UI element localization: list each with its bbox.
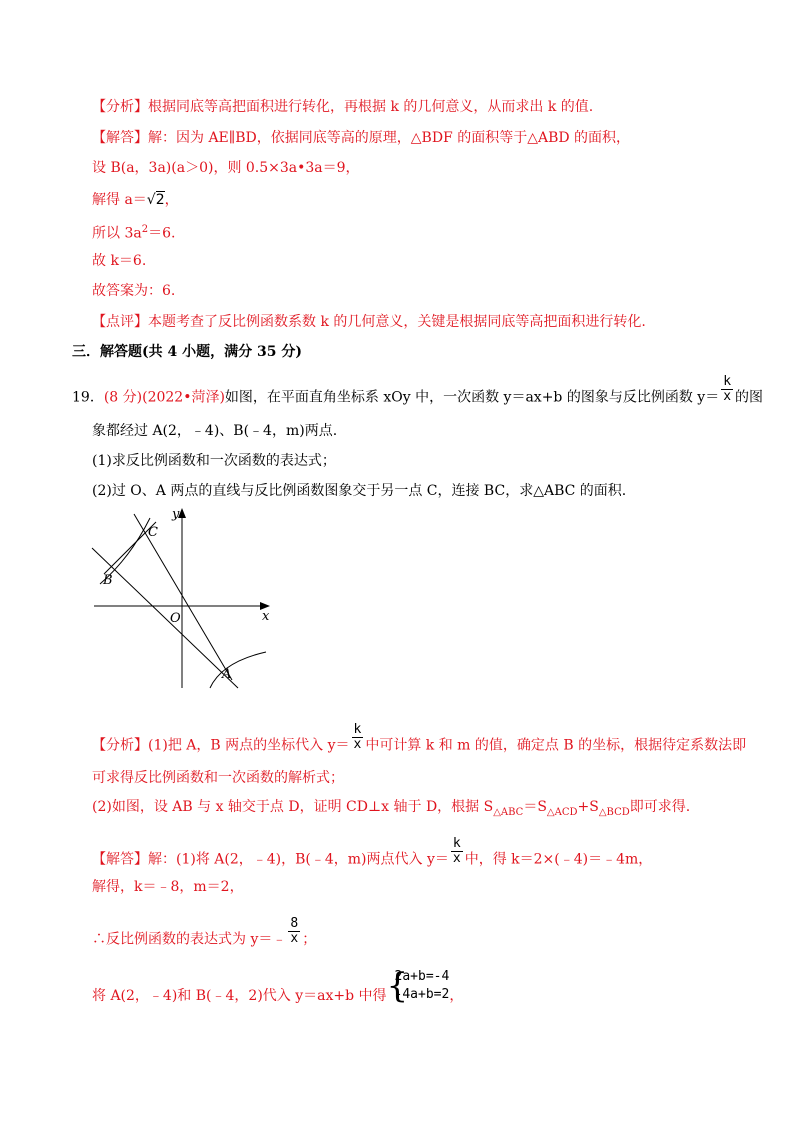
label-c: C	[148, 525, 158, 540]
solution-d-pre: 将 A(2，﹣4)和 B(﹣4，2)代入 y＝ax+b 中得	[92, 988, 387, 1004]
answer-solution-b: 解得，k＝﹣8，m＝2，	[92, 879, 244, 895]
solution-d-post: ，	[449, 988, 464, 1004]
fraction-k-over-x	[352, 723, 364, 752]
system-brace: {	[386, 966, 409, 1006]
coordinate-figure	[86, 502, 286, 694]
analysis-a-post: 中可计算 k 和 m 的值，确定点 B 的坐标，根据待定系数法即	[365, 737, 747, 754]
question-1: (1)求反比例函数和一次函数的表达式；	[92, 453, 336, 469]
analysis-c-mid2: +S	[577, 799, 599, 815]
solution-step-1: 设 B(a，3a)(a＞0)，则 0.5×3a•3a＝9，	[92, 160, 360, 176]
fraction-denominator: x	[723, 389, 732, 404]
label-x: x	[262, 609, 270, 624]
fraction-numerator: k	[723, 374, 732, 389]
label-b: B	[103, 573, 113, 588]
fraction-numerator: k	[353, 722, 362, 737]
problem-source: (8 分)(2022•菏泽)	[103, 389, 225, 406]
step-3-text: 所以 3a	[92, 225, 142, 242]
fraction-denominator: x	[452, 851, 461, 866]
question-2: (2)过 O、A 两点的直线与反比例函数图象交于另一点 C，连接 BC，求△ABC 的面积.	[92, 483, 627, 499]
fraction-k-over-x	[451, 837, 463, 866]
fraction-numerator: k	[452, 836, 461, 851]
solution-step-5: 故答案为：6.	[92, 283, 176, 299]
section-heading: 三．解答题(共 4 小题，满分 35 分)	[72, 344, 302, 360]
solution-step-3	[92, 220, 175, 244]
analysis-line: 【分析】根据同底等高把面积进行转化，再根据 k 的几何意义，从而求出 k 的值.	[92, 99, 594, 115]
problem-text-a: 如图，在平面直角坐标系 xOy 中，一次函数 y＝ax+b 的图象与反比例函数 y＝	[224, 389, 720, 406]
answer-solution-label: 【解答】	[92, 851, 148, 868]
fraction-denominator: x	[290, 931, 299, 946]
solution-line	[92, 128, 630, 148]
solution-step-4: 故 k＝6.	[92, 253, 147, 269]
answer-solution-c	[92, 916, 317, 954]
solution-c-post: ；	[302, 931, 317, 948]
equation-2: -4a+b=2	[394, 987, 450, 1002]
solution-a-text: 解：(1)将 A(2，﹣4)，B(﹣4，m)两点代入 y＝	[148, 851, 449, 868]
problem-number: 19．	[72, 389, 104, 406]
line-ab	[92, 548, 238, 688]
problem-text-c: 象都经过 A(2，﹣4)、B(﹣4，m)两点.	[92, 423, 338, 439]
fraction-8-over-x	[288, 917, 300, 946]
step-3-result: ＝6.	[148, 225, 176, 242]
answer-analysis-a	[92, 722, 747, 760]
area-subscript-bcd: △BCD	[598, 806, 630, 818]
step-2-comma: ，	[164, 192, 179, 208]
step-2-text: 解得 a＝	[92, 192, 147, 208]
analysis-c-mid1: ＝S	[523, 799, 547, 815]
analysis-c-pre: (2)如图，设 AB 与 x 轴交于点 D，证明 CD⊥x 轴于 D，根据 S	[92, 799, 494, 815]
solution-label: 【解答】	[92, 130, 148, 146]
problem-statement	[72, 374, 764, 412]
label-a: A	[222, 667, 232, 682]
area-subscript-abc: △ABC	[493, 806, 524, 818]
analysis-c-post: 即可求得.	[629, 799, 691, 815]
answer-analysis-c	[92, 797, 690, 823]
label-y: y	[172, 507, 180, 522]
solution-a-post: 中，得 k＝2×(﹣4)＝﹣4m，	[464, 851, 653, 868]
solution-c-pre: ∴反比例函数的表达式为 y＝﹣	[92, 931, 287, 948]
fraction-denominator: x	[353, 737, 362, 752]
equation-system	[387, 968, 450, 1004]
label-o: O	[170, 611, 181, 626]
step-3-exponent: 2	[141, 224, 149, 235]
area-subscript-acd: △ACD	[546, 806, 578, 818]
problem-text-b: 的图	[735, 389, 764, 406]
solution-step-2	[92, 190, 179, 210]
answer-analysis-b: 可求得反比例函数和一次函数的解析式；	[92, 770, 344, 786]
equation-1: 2a+b=-4	[394, 969, 450, 984]
solution-text: 解：因为 AE∥BD，依据同底等高的原理，△BDF 的面积等于△ABD 的面积，	[148, 130, 631, 146]
answer-solution-a	[92, 836, 653, 874]
answer-solution-d	[92, 966, 464, 1014]
fraction-numerator: 8	[290, 916, 299, 931]
analysis-a-text: 【分析】(1)把 A，B 两点的坐标代入 y＝	[92, 737, 350, 754]
sqrt-radicand: 2	[155, 192, 165, 208]
sqrt-sign: √	[146, 192, 156, 208]
fraction-k-over-x	[721, 375, 733, 404]
comment-line: 【点评】本题考查了反比例函数系数 k 的几何意义，关键是根据同底等高把面积进行转化.	[92, 314, 646, 330]
